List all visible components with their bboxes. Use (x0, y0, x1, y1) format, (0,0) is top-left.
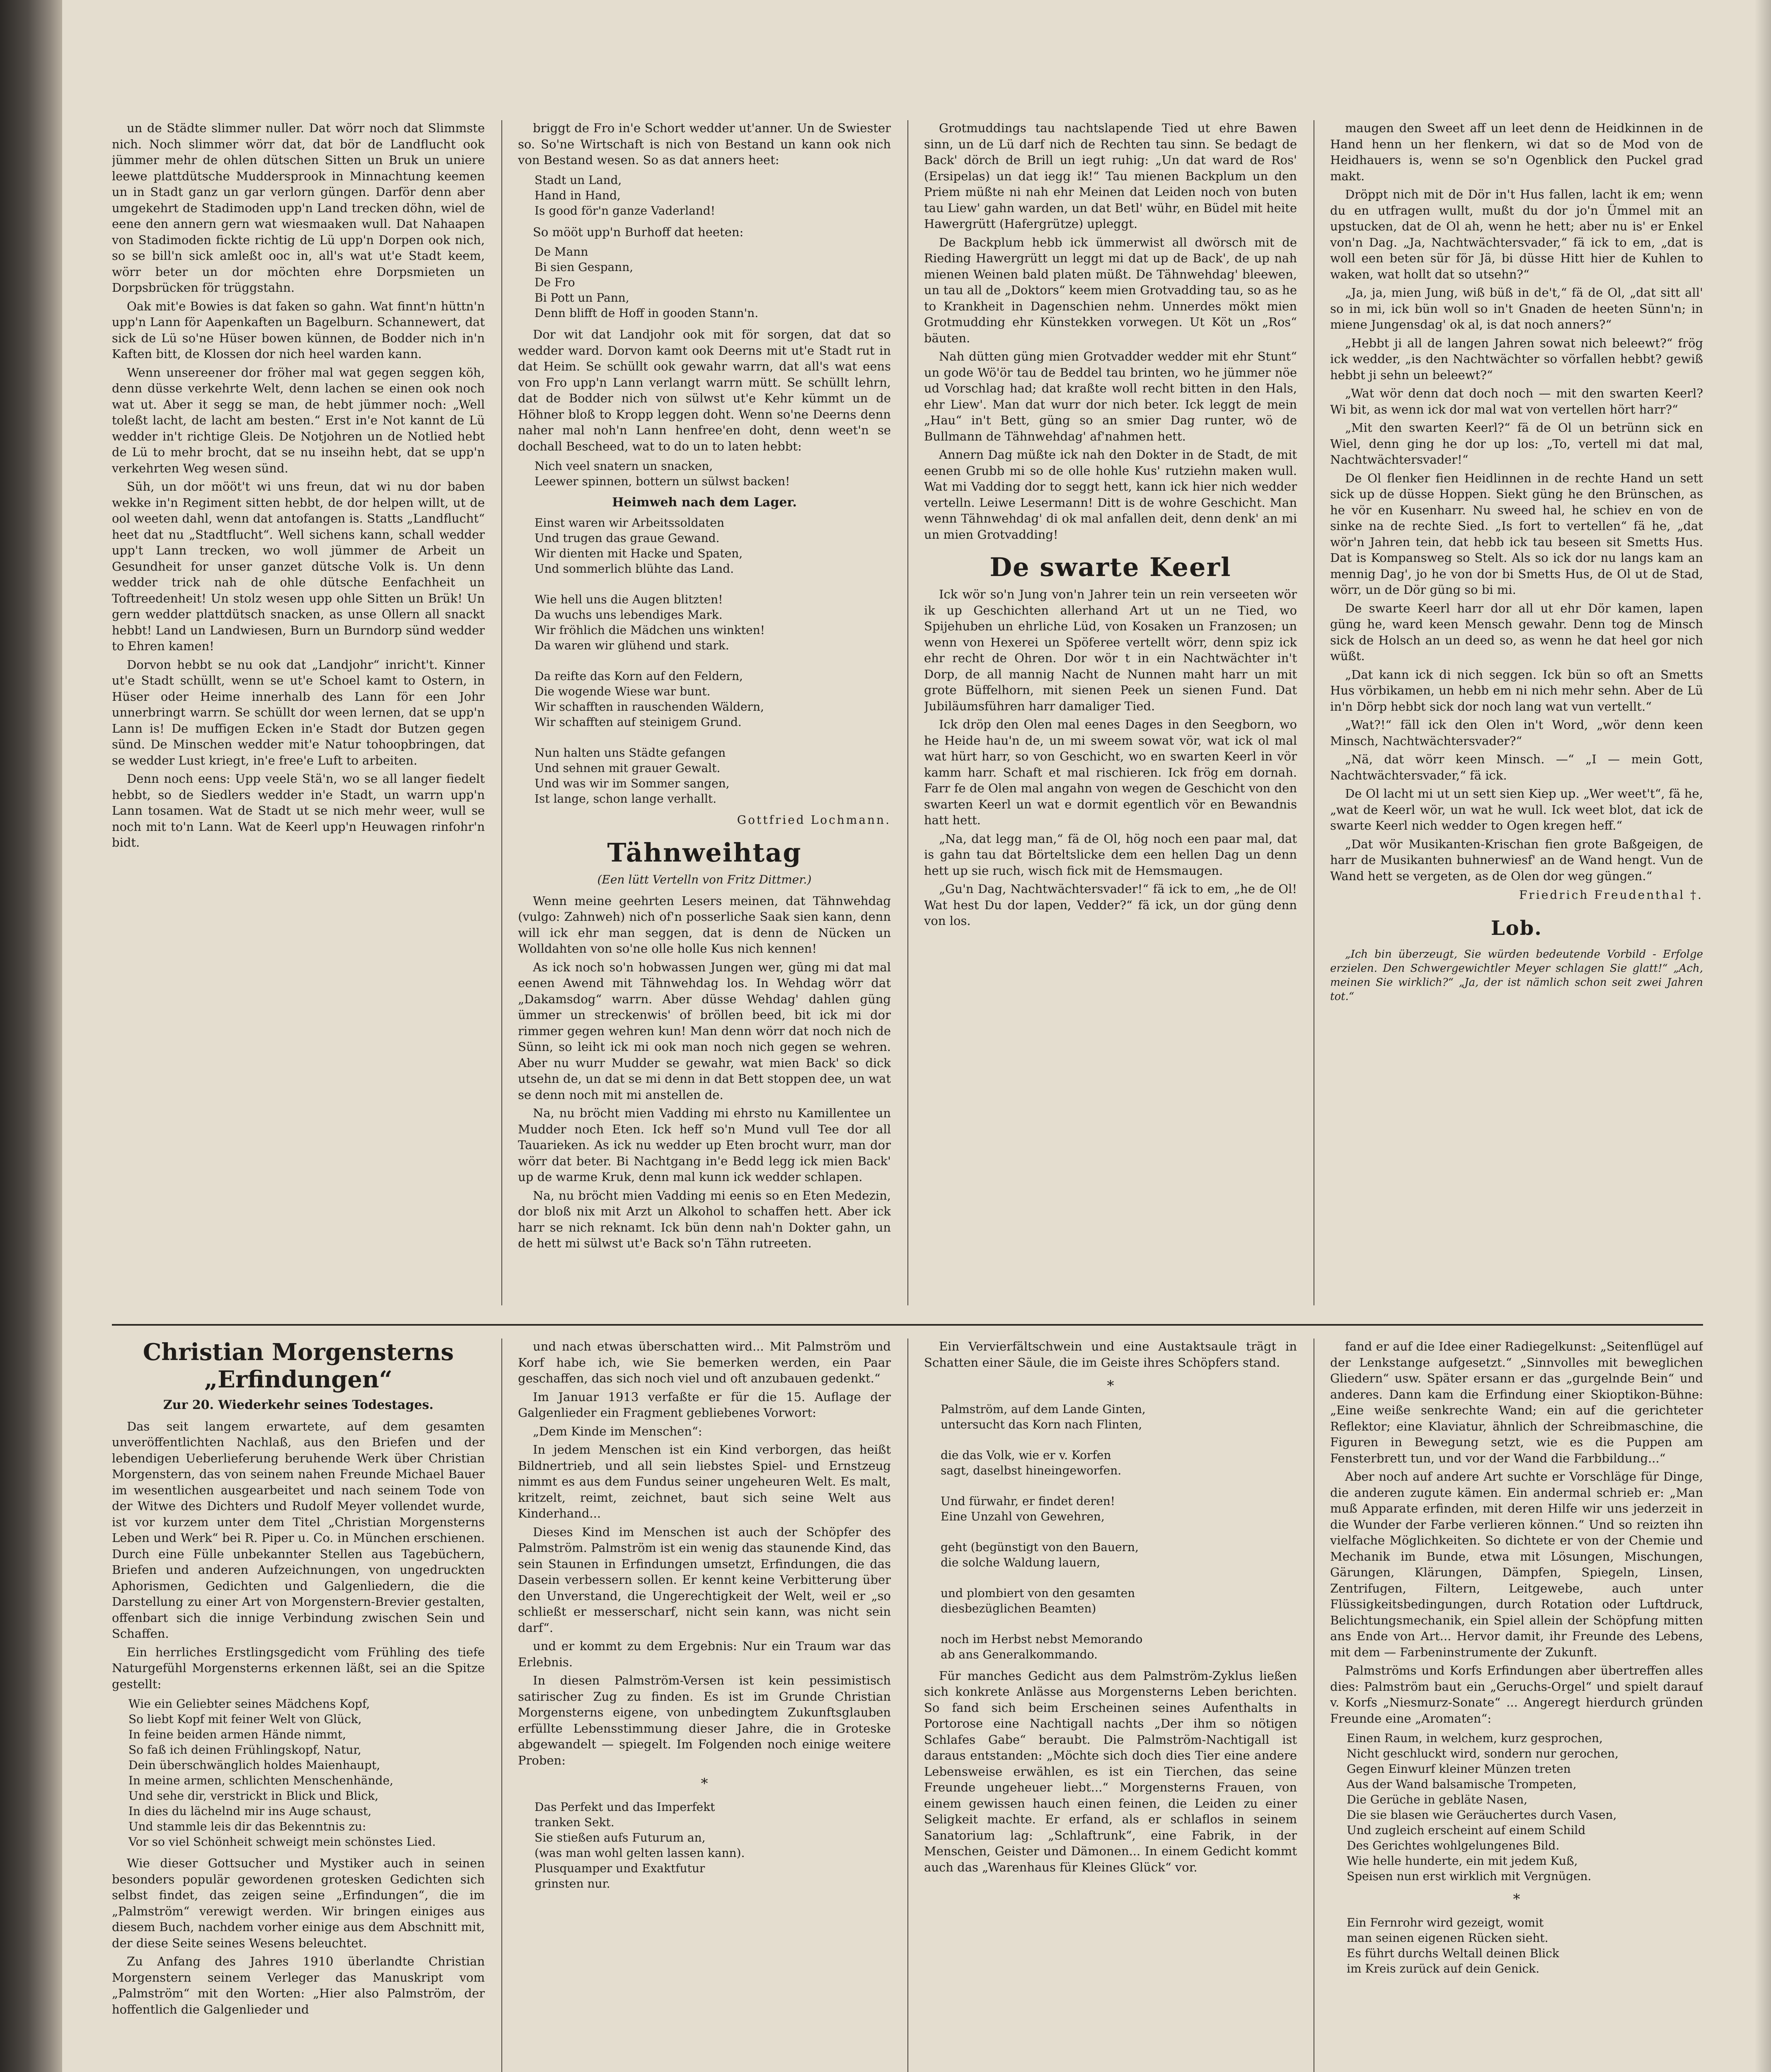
verse-perfekt: Das Perfekt und das Imperfekt tranken Sekt. Sie stießen aufs Futurum an, (was man wohl gelten lassen kann). Plusquamper und Exaktfutur grinsten nur. (535, 1800, 745, 1890)
poem-title: Heimweh nach dem Lager. (612, 495, 797, 510)
top-column-1 (112, 120, 485, 1314)
article-paragraphs (112, 1418, 485, 1692)
column-paragraphs (1330, 120, 1703, 884)
paragraph: und nach etwas überschatten wird... Mit Palmström und Korf habe ich, wie Sie bemerken werden, ein Paar geschaffen, das sich noch viel und oft anzubauen gedenkt.“ (518, 1339, 891, 1385)
verse-de-mann: De Mann Bi sien Gespann, De Fro Bi Pott un Pann, Denn blifft de Hoff in gooden Stann'n. (535, 245, 759, 320)
story-paragraphs (518, 893, 891, 1251)
paragraph: briggt de Fro in'e Schort wedder ut'anner. Un de Swiester so. So'ne Wirtschaft is nich von Bestand un kann ook nich von Bestand wesen. So as dat anners heet: (518, 121, 891, 167)
paragraph: „Wat wör denn dat doch noch — mit den swarten Keerl? Wi bit, as wenn ick dor mal wat von vertellen hört harr?“ (1330, 386, 1703, 416)
paragraph: Na, nu bröcht mien Vadding mi eenis so en Eten Medezin, dor bloß nix mit Arzt un Alkohol to schaffen hett. Aber ick harr se nich reknamt. Ick bün denn nah'n Dokter gahn, un de hett mi sülwst ut'e Back so'n Tähn rutreeten. (518, 1188, 891, 1250)
column-divider (501, 1339, 502, 2072)
paragraph: „Nä, dat wörr keen Minsch. —“ „I — mein Gott, Nachtwächtersvader,“ fä ick. (1330, 752, 1703, 782)
paragraph: „Na, dat legg man,“ fä de Ol, hög noch een paar mal, dat is gahn tau dat Börteltslicke dem een hellen Dag un denn hett up sie ruch, wisch fick mit de Hemsmaugen. (924, 831, 1297, 878)
poem-author: Gottfried Lochmann. (737, 813, 891, 827)
article-headline: Christian Morgensterns „Erfindungen“ (143, 1339, 454, 1393)
paragraph: In diesen Palmström-Versen ist kein pessimistisch satirischer Zug zu finden. Es ist im Grunde Christian Morgensterns eigene, von unbedingtem Zukunftsglauben erfüllte Lebensstimmung dieser Jahre, die in Groteske abgewandelt — spiegelt. Im Folgenden noch einige weitere Proben: (518, 1673, 891, 1767)
article-dateline: Zur 20. Wiederkehr seines Todestages. (163, 1398, 434, 1412)
paragraph: „Dem Kinde im Menschen“: (533, 1424, 702, 1438)
verse-fruehling: Wie ein Geliebter seines Mädchens Kopf, So liebt Kopf mit feiner Welt von Glück, In feine beiden armen Hände nimmt, So faß ich deinen Frühlingskopf, Natur, Dein überschwänglich holdes Maienhaupt, In meine armen, schlichten Menschenhände, Und sehe dir, verstrickt in Blick und Blick, In dies du lächelnd mir ins Auge schaust, Und stammle leis dir das Bekenntnis zu: Vor so viel Schönheit schweigt mein schönstes Lied. (128, 1697, 436, 1849)
paragraph: Wie dieser Gottsucher und Mystiker auch in seinen besonders populär gewordenen grotesken Gedichten sich selbst findet, das zeigen seine „Erfindungen“, die im „Palmström“ verewigt werden. Wir bringen einiges aus diesem Buch, nachdem vorher einige aus dem Abschnitt mit, der diese Seite seines Wesens beleuchtet. (112, 1856, 485, 1950)
paragraph: Grotmuddings tau nachtslapende Tied ut ehre Bawen sinn, un de Lü darf nich de Rechten tau sinn. Se bedagt de Back' dörch de Brill un iegt ruhig: „Un dat ward de Ros' (Ersipelas) un dat iegg ik!“ Tau mienen Backplum un den Priem müßte ni nah ehr Meinen dat Leiden noch von buten tau Liew' gahn warden, un dat Betl' wühr, en Büdel mit heite Hawergrütt (Hafergrütze) upleggt. (924, 121, 1297, 231)
bottom-column-1 (112, 1339, 485, 2072)
separator-star: * (701, 1775, 708, 1792)
paragraph: Im Januar 1913 verfaßte er für die 15. Auflage der Galgenlieder ein Fragment gebliebenes Vorwort: (518, 1389, 891, 1420)
story-title-de-swarte-keerl: De swarte Keerl (990, 552, 1231, 582)
paragraph: „Dat wör Musikanten-Krischan fien grote Baßgeigen, de harr de Musikanten buhnerwiesf' an de Wand hengt. Vun de Wand hett se vergeten, as de Olen dor weg güngen.“ (1330, 837, 1703, 883)
paragraph: Nah dütten güng mien Grotvadder wedder mit ehr Stunt“ un gode Wö'ör tau de Beddel tau brinten, wo he jümmer nöe ud Vorschlag had; dat kraßte woll recht bitten in den Hals, ehr Liew'. Man dat wurr dor nich beter. Ick leggt de mein „Hau“ in't Bett, güng so an smier Dag runter, wö de Bullmann de Tähnwehdag' af'nahmen hett. (924, 349, 1297, 443)
top-column-4 (1330, 120, 1703, 1314)
top-column-3 (924, 120, 1297, 1314)
paragraph: „Gu'n Dag, Nachtwächtersvader!“ fä ick to em, „he de Ol! Wat hest Du dor lapen, Vedder?“ fä ick, un dor güng denn von los. (924, 882, 1297, 928)
paragraph: „Wat?!“ fäll ick den Olen in't Word, „wör denn keen Minsch, Nachtwächtersvader?“ (1330, 718, 1703, 748)
bottom-column-3 (924, 1339, 1297, 2072)
paragraph: un de Städte slimmer nuller. Dat wörr noch dat Slimmste nich. Noch slimmer wörr dat, dat bör de Landflucht ook jümmer mehr de ohlen dütschen Sitten un Bruk un uniere leewe plattdütsche Muddersprook in Minnachtung keemen un in Stadt ganz un gar verlorn güngen. Darför denn aber umgekehrt de Stadimoden upp'n Land trecken döhn, wiel de eene den annern gern wat wiesmaaken wull. Dat Nahaapen von Stadimoden fickte richtig de Lü upp'n Dorpen ook nich, so se bill'n sick amleßt ooc in, all's wat ut'e Stadt keem, wörr beter un dor möchten ehre Dorpsmieten un Dorpsbrücken för trüggstahn. (112, 121, 485, 295)
paragraph: Wenn meine geehrten Lesers meinen, dat Tähnwehdag (vulgo: Zahnweh) nich of'n posserliche Saak sien kann, denn will ick ehr man seggen, dat is denn de Nücken un Wolldahten von so'ne olle holle Kus nich kennen! (518, 893, 891, 956)
paragraph: Annern Dag müßte ick nah den Dokter in de Stadt, de mit eenen Grubb mi so de olle hohle Kus' rutziehn maken wull. Wat mi Vadding dor to seggt hett, kann ick hier nich wedder vertelln. Leiwe Lesermann! Ditt is de wohre Geschicht. Man wenn Tähnwehdag' di ok mal anfallen deit, denn denk' an mi un mien Grotvadding! (924, 448, 1297, 542)
paragraph: Das seit langem erwartete, auf dem gesamten unveröffentlichten Nachlaß, aus den Briefen und der lebendigen Ueberlieferung beruhende Werk über Christian Morgenstern, das von seinem nahen Freunde Michael Bauer im wesentlichen ausgearbeitet und nach seinem Tode von der Witwe des Dichters und Rudolf Meyer vollendet wurde, ist vor kurzem unter dem Titel „Christian Morgensterns Leben und Werk“ bei R. Piper u. Co. in München erschienen. Durch eine Fülle unbekannter Stellen aus Tagebüchern, Briefen und anderen Aufzeichnungen, von ungedruckten Aphorismen, Gedichten und Galgenliedern, die die Darstellung zu einer Art von Morgenstern-Brevier gestalten, offenbart sich die innige Verbindung zwischen Sein und Schaffen. (112, 1419, 485, 1641)
verse-stadt-un-land: Stadt un Land, Hand in Hand, Is good för'n ganze Vaderland! (535, 173, 715, 218)
column-paragraphs (924, 120, 1297, 542)
paragraph: „Dat kann ick di nich seggen. Ick bün so oft an Smetts Hus vörbikamen, un hebb em ni nich mehr sehn. Aber de Lü in'n Dörp hebbt sick dor noch lang wat vun vertellt.“ (1330, 667, 1703, 714)
paragraph: Oak mit'e Bowies is dat faken so gahn. Wat finnt'n hüttn'n upp'n Lann för Aapenkaften un Bagelburn. Schannewert, dat sick de Lü so'ne Hüser bowen künnen, de Bodder nich in'n Kaften bitt, de Klossen dor nich heel warden kann. (112, 299, 485, 361)
separator-star: * (1107, 1377, 1114, 1394)
top-column-2 (518, 120, 891, 1314)
column-paragraphs (518, 224, 891, 240)
article-paragraphs (1330, 1339, 1703, 1726)
paragraph: Aber noch auf andere Art suchte er Vorschläge für Dinge, die anderen zugute kämen. Ein andermal schrieb er: „Man muß Apparate erfinden, mit deren Hilfe wir uns jederzeit in die Wunder der Farbe verlieren können.“ Und so reizten ihn vielfache Möglichkeiten. So dichtete er von der Chemie und Mechanik im Bunde, etwa mit Lösungen, Mischungen, Gärungen, Klärungen, Dämpfen, Spiegeln, Linsen, Zentrifugen, Filtern, Leitgewebe, auch unter Flüssigkeitsbedingungen, durch Rotation oder Luftdruck, Belichtungsmechanik, ein Spiel allein der Schöpfung mitten ans Ende von Art... Hervor damit, ihr Freunde des Lebens, mit dem — Farbeninstrumente der Zukunft. (1330, 1469, 1703, 1659)
column-paragraphs (518, 327, 891, 454)
bottom-column-4 (1330, 1339, 1703, 2072)
column-paragraphs (518, 120, 891, 168)
paragraph: Ein herrliches Erstlingsgedicht vom Frühling des tiefe Naturgefühl Morgensterns erkennen läßt, sei an die Spitze gestellt: (112, 1645, 485, 1691)
verse-raum: Einen Raum, in welchem, kurz gesprochen, Nicht geschluckt wird, sondern nur gerochen, Gegen Einwurf kleiner Münzen treten Aus der Wand balsamische Trompeten, Die Gerüche in gebläte Nasen, Die sie blasen wie Geräuchertes durch Vasen, Und zugleich erscheint auf einem Schild Des Gerichtes wohlgelungenes Bild. Wie helle hunderte, ein mit jedem Kuß, Speisen nun erst wirklich mit Vergnügen. (1347, 1731, 1619, 1883)
column-divider (501, 120, 502, 1305)
paragraph: Für manches Gedicht aus dem Palmström-Zyklus ließen sich konkrete Anlässe aus Morgensterns Leben berichten. So fand sich beim Erscheinen seines Aufenthalts in Portorose eine Nachtigall nachts „Der ihm so nötigen Schlafes Gabe“ beraubt. Die Palmström-Nachtigall ist daraus entstanden: „Möchte sich doch dies Tier eine andere Lebensweise erwählen, es ist ein Tierchen, das seine Freunde ungeheuer liebt...“ Morgensterns Frauen, von einem gewissen hauch einen feinen, die Leiden zu einer Seligkeit machte. Er erfand, als er schlaflos in seinem Sanatorium lag: „Schlaftrunk“, eine Fabrik, in der Menschen, Geister und Dämonen... In einem Gedicht kommt auch das „Warenhaus für Kleines Glück“ vor. (924, 1668, 1297, 1874)
paragraph: und er kommt zu dem Ergebnis: Nur ein Traum war das Erlebnis. (518, 1639, 891, 1669)
article-paragraphs (924, 1668, 1297, 1876)
newspaper-page (62, 0, 1771, 2072)
paragraph: De swarte Keerl harr dor all ut ehr Dör kamen, lapen güng he, ward keen Mensch gewahr. Denn tog de Minsch sick de Holsch an un deed so, as wenn he dat heel gor nich wüßt. (1330, 601, 1703, 663)
article-paragraphs (518, 1339, 891, 1768)
paragraph: Na, nu bröcht mien Vadding mi ehrsto nu Kamillentee un Mudder noch Eten. Ick heff so'n Mund vull Tee dor all Tauarieken. As ick nu wedder up Eten brocht wurr, man dor wörr dat beter. Bi Nachtgang in'e Bedd legg ick mien Back' up de warme Kruk, denn mal kunn ick wedder schlapen. (518, 1106, 891, 1184)
paragraph: De Ol lacht mi ut un sett sien Kiep up. „Wer weet't“, fä he, „wat de Keerl wör, un wat he wull. Ick weet blot, dat ick de swarte Keerl nich wedder to Ogen kregen heff.“ (1330, 787, 1703, 833)
poem-text: Einst waren wir Arbeitssoldaten Und trugen das graue Gewand. Wir dienten mit Hacke und Spaten, Und sommerlich blühte das Land. Wie hell uns die Augen blitzten! Da wuchs uns lebendiges Mark. Wir fröhlich die Mädchen uns winkten! Da waren wir glühend und stark. Da reifte das Korn auf den Feldern, Die wogende Wiese war bunt. Wir schafften in rauschenden Wäldern, Wir schafften auf steinigem Grund. Nun halten uns Städte gefangen Und sehnen mit grauer Gewalt. Und was wir im Sommer sangen, Ist lange, schon lange verhallt. (535, 516, 765, 806)
story-paragraphs (924, 586, 1297, 929)
column-divider (907, 120, 908, 1305)
article-paragraphs (112, 1855, 485, 2017)
story-author: Friedrich Freudenthal †. (1519, 888, 1703, 902)
paragraph: Zu Anfang des Jahres 1910 überlandte Christian Morgenstern seinem Verleger das Manuskript vom „Palmström“ mit den Worten: „Hier also Palmström, der hoffentlich die Galgenlieder und (112, 1954, 485, 2016)
paragraph: Dorvon hebbt se nu ook dat „Landjohr“ inricht't. Kinner ut'e Stadt schüllt, wenn se ut'e Schoel kamt to Ostern, in Hüser oder Heime innerhalb des Lann för een Johr unnerbringt warrn. Se schüllt dor ween lernen, dat se upp'n Lann is! De muffigen Ecken in'e Stadt dor Butzen gegen sünd. De Minschen wedder mit'e Natur tohoopbringen, dat se wedder Lust kriegt, in'e free'e Luft to arbeiten. (112, 657, 485, 767)
paragraph: Ein Vervierfältschwein und eine Austaktsaule trägt in Schatten einer Säule, die im Geiste ihres Schöpfers stand. (924, 1339, 1297, 1370)
paragraph: Wenn unsereener dor fröher mal wat gegen seggen köh, denn düsse verkehrte Welt, denn lachen se einen ook noch wat ut. Aber it segg se man, de hebt jümmer noch: „Well toleßt lacht, de lacht am besten.“ Erst in'e Not kannt de Lü wedder in't richtige Gleis. De Notjohren un de Notlied hebt de Lü to mehr brocht, dat se nu inseihn hebt, dat se upp'n verkehrten Weg wesen sünd. (112, 365, 485, 475)
paragraph: „Hebbt ji all de langen Jahren sowat nich beleewt?“ frög ick wedder, „is den Nachtwächter so vörfallen hebbt? gewiß hebbt ji sehn un beleewt?“ (1330, 336, 1703, 382)
paragraph: Ick wör so'n Jung von'n Jahrer tein un rein verseeten wör ik up Geschichten allerhand Art ut un ne Tied, wo Spijehuben un ehrliche Lüd, von Kosaken un Franzosen; un wenn von Hexerei un Spöferee vertellt wörr, denn spiz ick ehr recht de Ohren. Dor wör t in ein Nachtwächter in't Dorp, de all mannig Nacht de Nunnen maht harr un mit grote Büffelhorn, mit sienen Peek un sienen Fund. Dat Jubiläumsführen harr damaliger Tied. (924, 587, 1297, 713)
paragraph: Dröppt nich mit de Dör in't Hus fallen, lacht ik em; wenn du en utfragen wullt, mußt du dor jo'n Ümmel mit an upstucken, dat de Ol ah, wenn he hett; aber nu is' er Enkel von'n Dag. „Ja, Nachtwächtersvader,“ fä ick to em, „dat is woll een beten sür för Jä, bi düsse Hitt hier de Kuhlen to waken, wat hollt dat so utsehn?“ (1330, 187, 1703, 281)
paragraph: Ick dröp den Olen mal eenes Dages in den Seegborn, wo he Heide hau'n de, un mi sweem sowat vör, wat ick ol mal wat hürt harr, so von Geschicht, wo en swarten Keerl in vör kamm harr. Schaft et mal rischieren. Ick frög em dornah. Farr fe de Olen mal angahn von wegen de Geschicht von den swarten Keerl un wat e dormit egentlich vör en Bewandnis hatt hett. (924, 717, 1297, 827)
bottom-column-2 (518, 1339, 891, 2072)
book-binding-gutter (0, 0, 62, 2072)
paragraph: fand er auf die Idee einer Radiegelkunst: „Seitenflügel auf der Lenkstange aufgesetzt.“ „Sinnvolles mit beweglichen Gliedern“ usw. Später ersann er das „gurgelnde Bein“ und anderes. Dann kam die Erfindung einer Skioptikon-Bühne: „Eine weiße senkrechte Wand; ein auf die gerichteter Reflektor; eine Klaviatur, ähnlich der Schreibmaschine, die Figuren in Bewegung setzt, wie es die Puppen am Fensterbrett tun, und vor der Wand die Farbbildung...“ (1330, 1339, 1703, 1465)
separator-star: * (1513, 1891, 1520, 1907)
paragraph: De Backplum hebb ick ümmerwist all dwörsch mit de Rieding Hawergrütt un leggt mi dat up de Back', de up nah mienen Weinen bald platen müßt. De Tähnwehdag' bleewen, un tau all de „Doktors“ keem mien Grotvadding tau, so as he to Krankheit in Dagenschien nehm. Unnerdes mökt mien Grotmudding ehr Künstekken vorwegen. Ut Köt un „Ros“ bäuten. (924, 235, 1297, 345)
paragraph: maugen den Sweet aff un leet denn de Heidkinnen in de Hand henn un her flenkern, wi dat so de Mod von de Heidhauers is, wenn se so'n Ogenblick den Puckel grad makt. (1330, 121, 1703, 183)
column-paragraphs (112, 120, 485, 851)
paragraph: Dieses Kind im Menschen ist auch der Schöpfer des Palmström. Palmström ist ein wenig das staunende Kind, das sein Staunen in Erfindungen umsetzt, Erfindungen, die das Dasein verbessern sollen. Er kennt keine Verbitterung über den Unverstand, die Ungerechtigkeit der Welt, weil er „so schließt er messerscharf, nicht sein kann, was nicht sein darf“. (518, 1525, 891, 1635)
paragraph: Dor wit dat Landjohr ook mit för sorgen, dat dat so wedder ward. Dorvon kamt ook Deerns mit ut'e Stadt rut in dat Heim. Se schüllt ook gewahr warrn, dat all's wat eens von Fro upp'n Lann verlangt warrn mütt. Se schüllt lehrn, dat de Bodder nich von sülwst ut'e Kehr kümmt un de Höhner bloß to Kropp leggen doht. Wenn so'ne Deerns denn naher mal noh'n Lann henfree'en doht, denn weet'n se dochall Bescheed, wat to do un to laten hebbt: (518, 327, 891, 453)
story-byline: (Een lütt Vertelln von Fritz Dittmer.) (597, 873, 812, 886)
paragraph: „Mit den swarten Keerl?“ fä de Ol un betrünn sick en Wiel, denn ging he dor up los: „To, vertell mi dat mal, Nachtwächtersvader!“ (1330, 421, 1703, 467)
paragraph: So mööt upp'n Burhoff dat heeten: (533, 225, 744, 239)
paragraph: „Ja, ja, mien Jung, wiß büß in de't,“ fä de Ol, „dat sitt all' so in mi, ick bün woll so in't Gnaden de heeten Sünn'n; in miene Jungensdag' ok al, is dat noch anners?“ (1330, 286, 1703, 332)
paragraph: Süh, un dor mööt't wi uns freun, dat wi nu dor baben wekke in'n Regiment sitten hebbt, de dor helpen willt, ut de ool weeten dahl, wenn dat antofangen is. Statts „Landflucht“ heet dat nu „Stadtflucht“. Well sichens kann, schall wedder upp't Lann trecken, wo woll jümmer de Arbeit un Gesundheit for unser ganzet dütsche Volk is. Un denn wedder trick nah de ohle dütsche Eenfachheit un Toftreedenheit! Un stolz wesen upp ohle Sitten un Brük! Un gern wedder plattdütsch snacken, as unse Ollern all snackt hebbt! Land un Landwiesen, Burn un Burndorp sünd wedder to Ehren kamen! (112, 479, 485, 653)
section-divider (112, 1324, 1703, 1326)
paragraph: As ick noch so'n hobwassen Jungen wer, güng mi dat mal eenen Awend mit Tähnwehdag los. In Wehdag wörr dat „Dakamsdog“ warrn. Aber düsse Wehdag' dahlen güng ümmer un streckenwis' of bröllen beed, bit ick mi dor rimmer gegen wehren kun! Man denn wörr dat noch nich de Sünn, so leiht ick mi ook man noch nich gegen se wehren. Aber nu wurr Mudder se gewahr, wat mien Back' so dick utsehn de, un dat se mi denn in dat Bett stoppen dee, un wat se denn noch mit mi anstellen de. (518, 960, 891, 1102)
story-title-taehnweihtag: Tähnweihtag (607, 838, 802, 868)
verse-nich-veel: Nich veel snatern un snacken, Leewer spinnen, bottern un sülwst backen! (535, 459, 790, 488)
column-divider (907, 1339, 908, 2072)
paragraph: In jedem Menschen ist ein Kind verborgen, das heißt Bildnertrieb, und all sein liebstes Spiel- und Ernstzeug nimmt es aus dem Fundus seiner ungeheuren Welt. Es malt, kritzelt, reimt, zeichnet, baut sich seine Welt aus Kinderhand... (518, 1443, 891, 1520)
verse-fernrohr: Ein Fernrohr wird gezeigt, womit man seinen eigenen Rücken sieht. Es führt durchs Weltall deinen Blick im Kreis zurück auf dein Genick. (1347, 1915, 1559, 1975)
lob-text: „Ich bin überzeugt, Sie würden bedeutende Vorbild - Erfolge erzielen. Den Schwergewichtler Meyer schlagen Sie glatt!“ „Ach, meinen Sie wirklich?“ „Ja, der ist nämlich schon seit zwei Jahren tot.“ (1330, 948, 1703, 1003)
lob-title: Lob. (1490, 916, 1543, 940)
paragraph: De Ol flenker fien Heidlinnen in de rechte Hand un sett sick up de düsse Hoppen. Siekt güng he den Brünschen, as he vör en Kusenharr. Nu sweed hal, he schiev en von de sinke na de rechte Sied. „Is fort to vertellen“ fä he, „dat wör'n Jahren tein, dat hebb ick tau beseen sit Smetts Hus. Dat is Kompansweg so Stelt. Als so ick dor nu langs kam an mennig Dag', jo he von dor bi Smetts Hus, de Ol ut de Stad, wörr, un de Dör güng so bi mi. (1330, 471, 1703, 597)
verse-palmstroem: Palmström, auf dem Lande Ginten, untersucht das Korn nach Flinten, die das Volk, wie er v. Korfen sagt, daselbst hineingeworfen. Und fürwahr, er findet deren! Eine Unzahl von Gewehren, geht (begünstigt von den Bauern, die solche Waldung lauern, und plombiert von den gesamten diesbezüglichen Beamten) noch im Herbst nebst Memorando ab ans Generalkommando. (941, 1402, 1146, 1661)
paragraph: Palmströms und Korfs Erfindungen aber übertreffen alles dies: Palmström baut ein „Geruchs-Orgel“ und spielt darauf v. Korfs „Niesmurz-Sonate“ ... Angeregt hierdurch gründen Freunde eine „Aromaten“: (1330, 1663, 1703, 1726)
paragraph: Denn noch eens: Upp veele Stä'n, wo se all langer fiedelt hebbt, so de Siedlers wedder in'e Stadt, un warrn upp'n Lann tosamen. Wat de Stadt ut se nich mehr weer, wull se noch mit to'n Lann. Wat de Keerl upp'n Heuwagen rinfohr'n bidt. (112, 772, 485, 850)
article-paragraphs (924, 1339, 1297, 1370)
